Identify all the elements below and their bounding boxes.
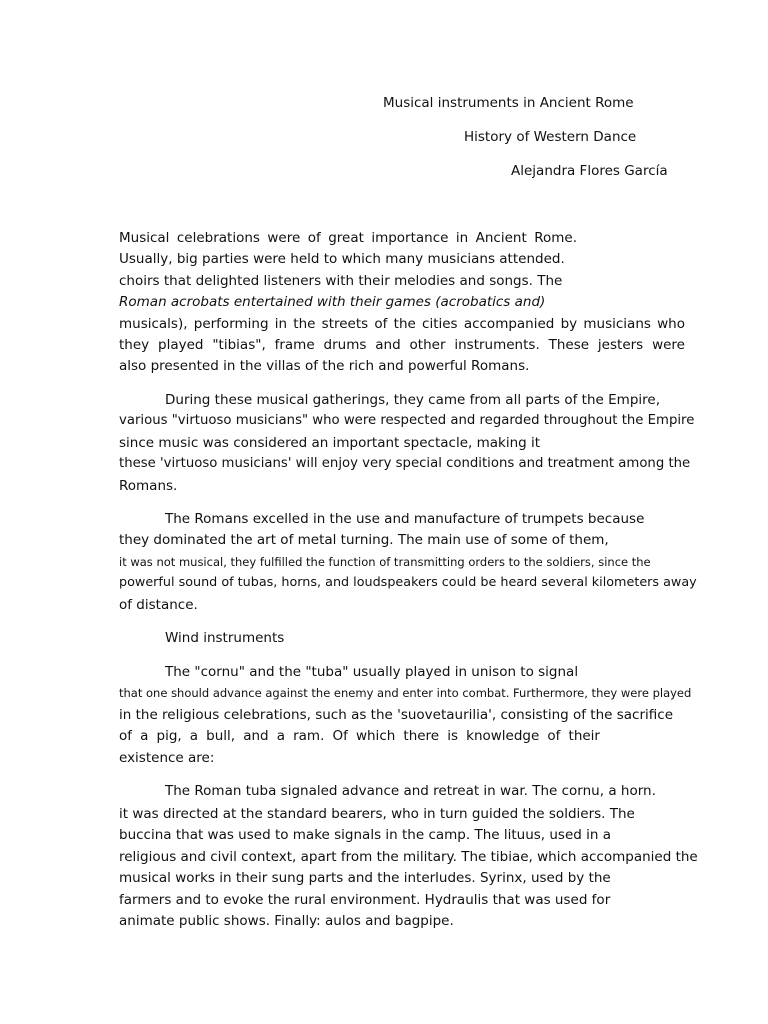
text-line: animate public shows. Finally: aulos and bagpipe. [119,913,454,929]
text-line: it was not musical, they fulfilled the function of transmitting orders to the soldiers, since the [119,555,651,569]
text-line: they played "tibias", frame drums and other instruments. These jesters were [119,337,685,353]
text-line: also presented in the villas of the rich and powerful Romans. [119,358,530,374]
text-line: buccina that was used to make signals in the camp. The lituus, used in a [119,827,611,843]
author-name: Alejandra Flores García [511,163,668,179]
text-line: they dominated the art of metal turning. The main use of some of them, [119,532,609,548]
document-title: Musical instruments in Ancient Rome [383,95,634,111]
text-line: musicals), performing in the streets of the cities accompanied by musicians who [119,316,685,332]
section-heading: Wind instruments [165,630,285,646]
course-name: History of Western Dance [464,129,637,145]
text-line: that one should advance against the enemy and enter into combat. Furthermore, they were played [119,686,692,700]
text-line: it was directed at the standard bearers, who in turn guided the soldiers. The [119,806,635,822]
text-line: Roman acrobats entertained with their games (acrobatics and) [119,294,546,310]
text-line: The Roman tuba signaled advance and retreat in war. The cornu, a horn. [165,783,656,799]
text-line: of distance. [119,597,198,613]
text-line: various "virtuoso musicians" who were respected and regarded throughout the Empire [119,413,695,428]
text-line: Romans. [119,478,178,494]
text-line: in the religious celebrations, such as the 'suovetaurilia', consisting of the sacrifice [119,707,673,723]
text-line: choirs that delighted listeners with their melodies and songs. The [119,273,563,289]
text-line: During these musical gatherings, they came from all parts of the Empire, [165,392,660,408]
text-line: these 'virtuoso musicians' will enjoy very special conditions and treatment among the [119,456,691,471]
text-line: existence are: [119,750,215,766]
text-line: farmers and to evoke the rural environment. Hydraulis that was used for [119,892,611,908]
text-line: The Romans excelled in the use and manufacture of trumpets because [165,511,645,527]
text-line: The "cornu" and the "tuba" usually played in unison to signal [165,664,579,680]
text-line: Usually, big parties were held to which many musicians attended. [119,251,565,267]
text-line: since music was considered an important spectacle, making it [119,435,541,451]
text-line: Musical celebrations were of great importance in Ancient Rome. [119,230,577,246]
text-line: of a pig, a bull, and a ram. Of which there is knowledge of their [119,728,600,744]
text-line: powerful sound of tubas, horns, and loudspeakers could be heard several kilometers away [119,575,697,590]
text-line: religious and civil context, apart from the military. The tibiae, which accompanied the [119,849,698,865]
text-line: musical works in their sung parts and the interludes. Syrinx, used by the [119,870,611,886]
